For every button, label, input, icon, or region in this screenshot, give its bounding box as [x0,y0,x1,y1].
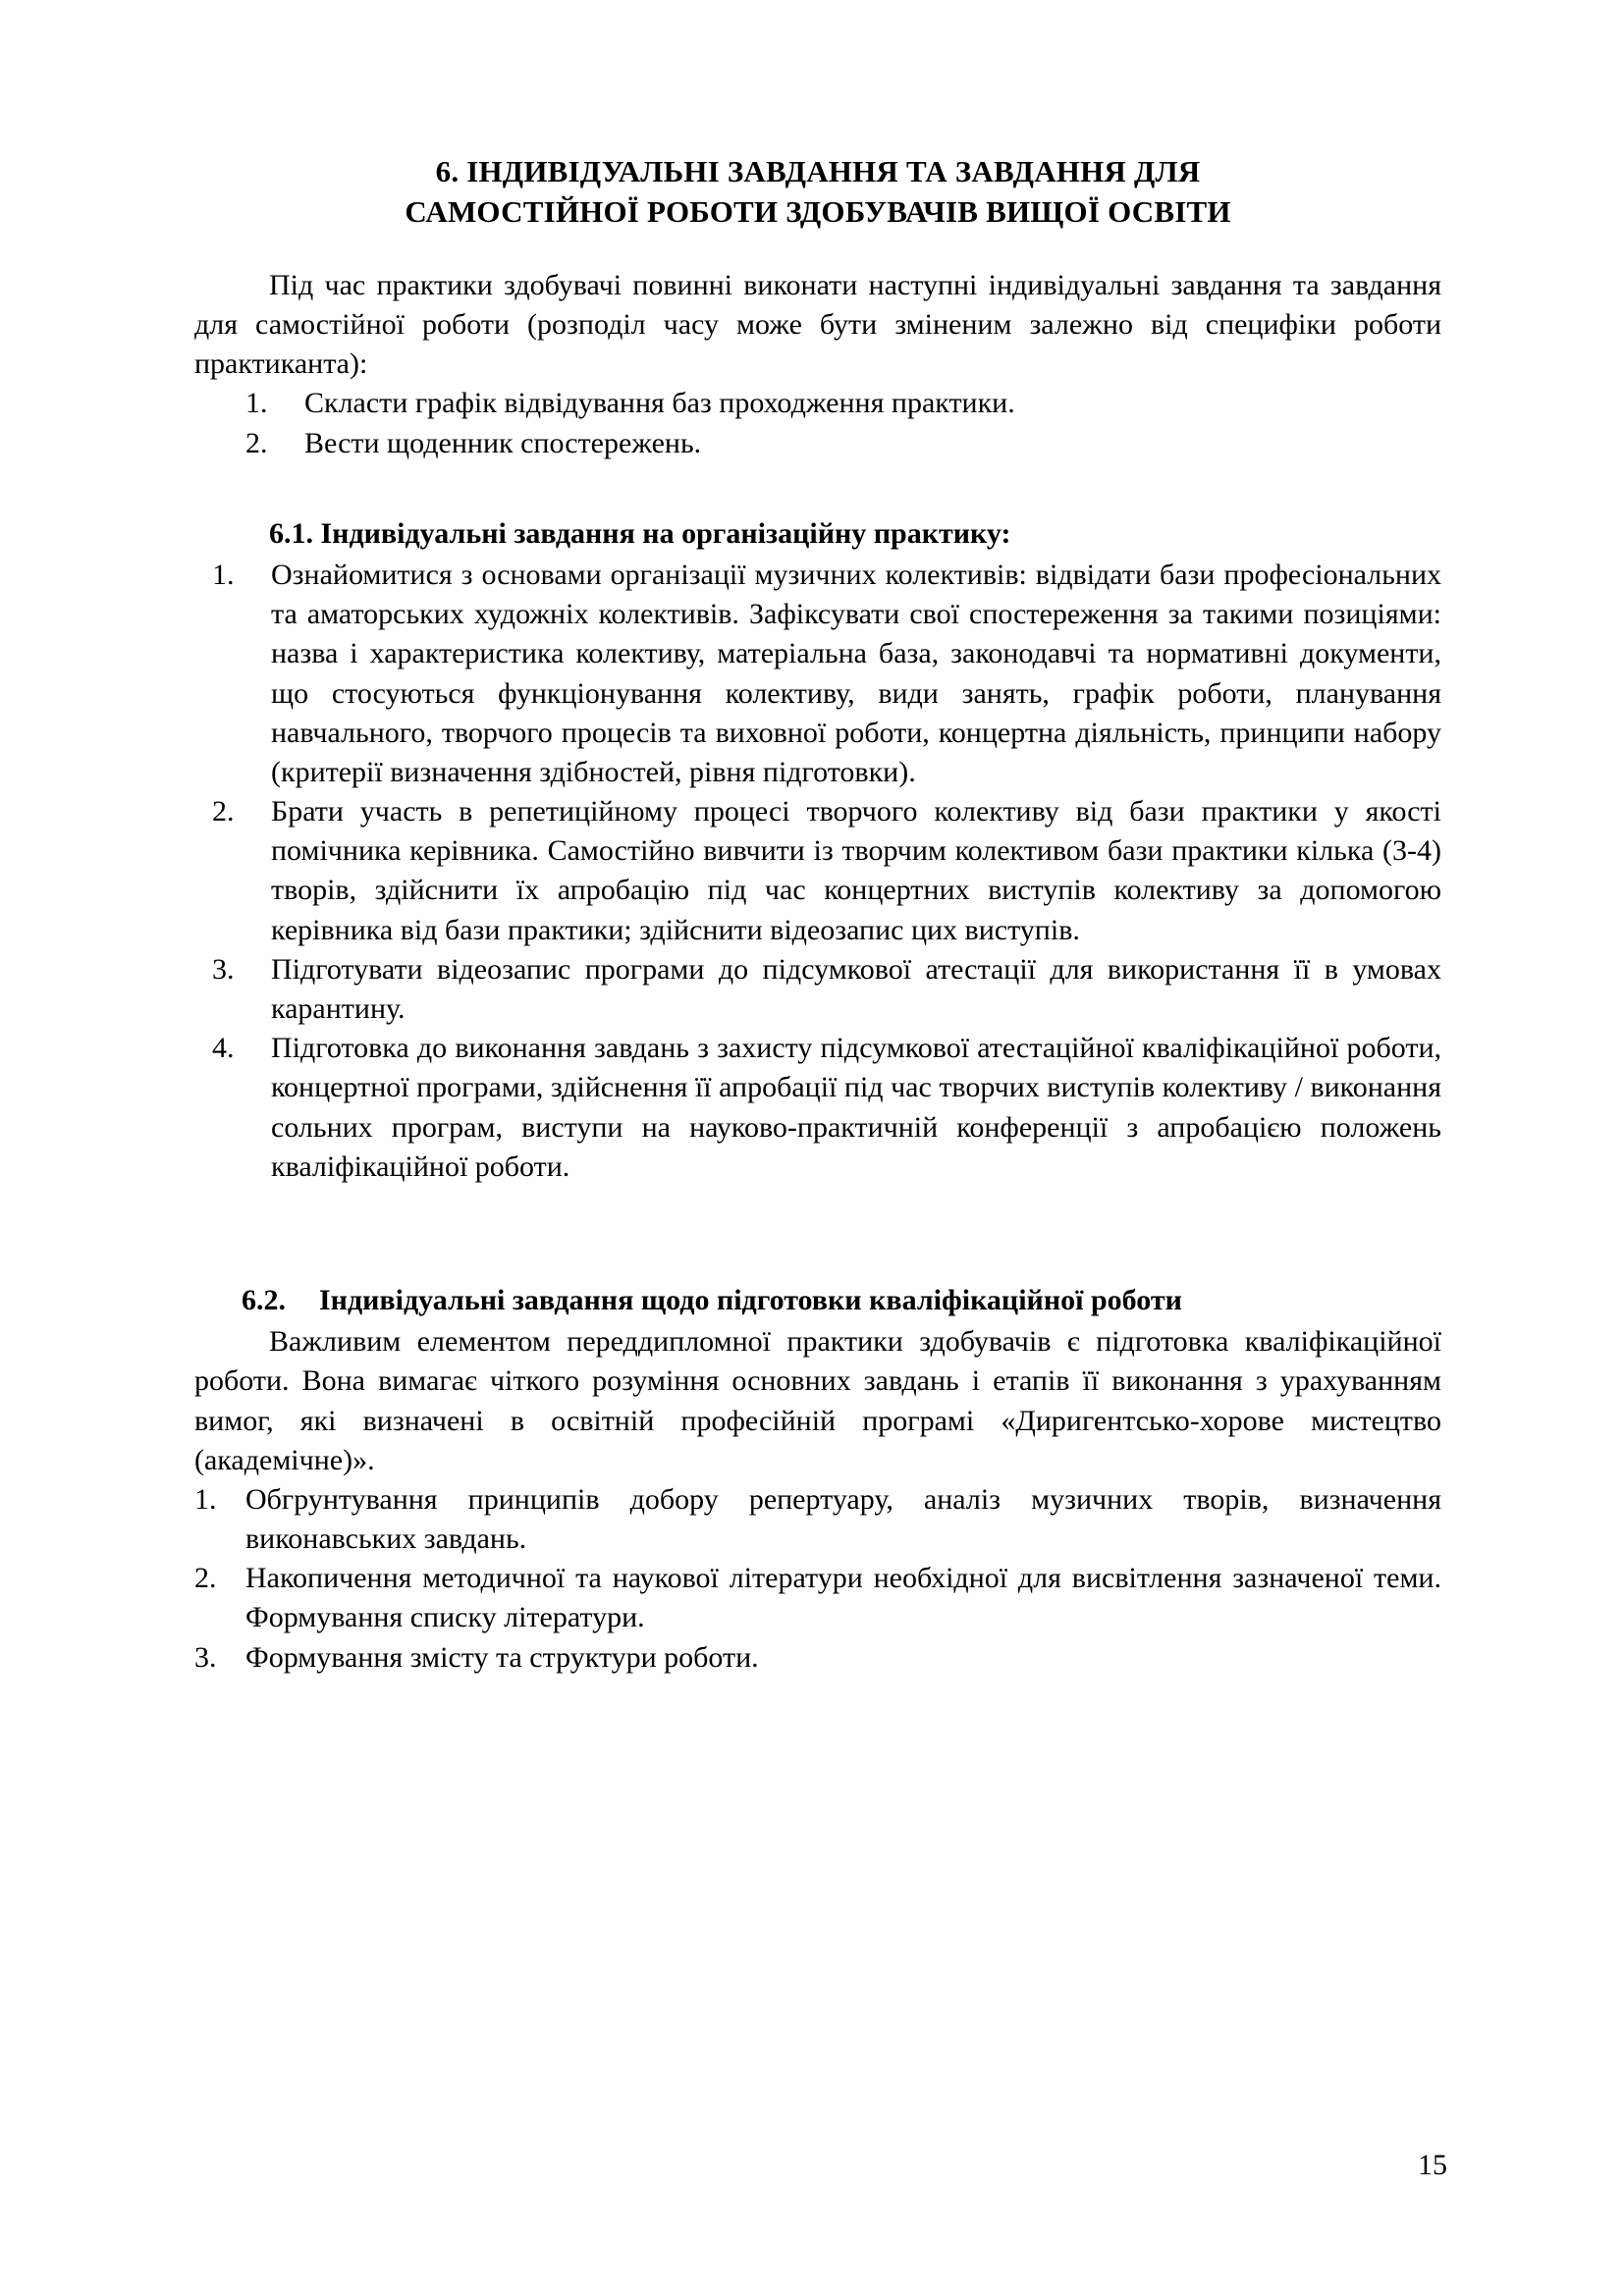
page-title-line-1: 6. ІНДИВІДУАЛЬНІ ЗАВДАННЯ ТА ЗАВДАННЯ ДЛЯ [435,154,1201,188]
spacer [194,463,1441,493]
list-item-marker: 1. [194,1482,217,1516]
section-number-6-1: 6.1. [269,516,313,550]
list-item-marker: 3. [212,952,235,986]
section-heading-6-1 [194,514,1441,554]
page-title [194,152,1441,233]
list-item-marker: 1. [212,558,235,591]
list-item-text: Формування змісту та структури роботи. [245,1640,759,1674]
list-item [194,950,1441,1029]
section-heading-6-2 [194,1281,1441,1320]
list-item-marker: 2. [212,795,235,828]
list-item-marker: 1. [245,387,268,420]
list-item [194,792,1441,950]
list-item-text: Вести щоденник спостережень. [304,426,702,459]
section-6-2-list [194,1480,1441,1678]
list-item [194,384,1441,423]
list-item-marker: 3. [194,1640,217,1674]
list-item [194,1638,1441,1678]
list-item [194,556,1441,792]
intro-list [194,384,1441,462]
list-item-marker: 2. [194,1562,217,1595]
list-item [194,424,1441,463]
list-item [194,1559,1441,1637]
page-content [194,152,1441,1678]
list-item [194,1029,1441,1187]
list-item-text: Накопичення методичної та наукової літератури необхідної для висвітлення зазначеної теми. Формування списку літератури. [245,1562,1441,1634]
list-item-text: Обгрунтування принципів добору репертуару, аналіз музичних творів, визначення виконавських завдань. [245,1482,1441,1556]
page-number: 15 [1418,2149,1447,2181]
list-item-text: Ознайомитися з основами організації музичних колективів: відвідати бази професіональних та аматорських художніх колективів. Зафіксувати свої спостереження за такими позиціями: назва і характеристика колективу, матеріальна база, законодавчі та нормативні документи, що стосуються функціонування колективу, види занять, графік роботи, планування навчального, творчого процесів та виховної роботи, концертна діяльність, принципи набору (критерії визначення здібностей, рівня підготовки). [271,558,1441,788]
intro-paragraph: Під час практики здобувачі повинні виконати наступні індивідуальні завдання та завдання для самостійної роботи (розподіл часу може бути зміненим залежно від специфіки роботи практиканта): [194,268,1441,381]
list-item [194,1480,1441,1559]
section-6-1-list [194,556,1441,1187]
list-item-text: Брати участь в репетиційному процесі творчого колективу від бази практики у якості помічника керівника. Самостійно вивчити із творчим колективом бази практики кілька (3-4) творів, здійснити їх апробацію під час концертних виступів колективу за допомогою керівника від бази практики; здійснити відеозапис цих виступів. [271,795,1441,946]
section-title-6-1: Індивідуальні завдання на організаційну практику: [320,516,1011,550]
list-item-marker: 2. [245,426,268,459]
list-item-text: Підготувати відеозапис програми до підсумкової атестації для використання її в умовах карантину. [271,952,1441,1025]
section-number-6-2: 6.2. [242,1283,286,1316]
list-item-text: Скласти графік відвідування баз проходження практики. [304,387,1015,420]
section-title-6-2: Індивідуальні завдання щодо підготовки кваліфікаційної роботи [319,1283,1182,1316]
list-item-text: Підготовка до виконання завдань з захисту підсумкової атестаційної кваліфікаційної роботи, концертної програми, здійснення її апробації під час творчих виступів колективу / виконання сольних програм, виступи на науково-практичній конференції з апробацією положень кваліфікаційної роботи. [271,1032,1441,1183]
list-item-marker: 4. [212,1032,235,1065]
section-6-2-paragraph: Важливим елементом переддипломної практики здобувачів є підготовка кваліфікаційної роботи. Вона вимагає чіткого розуміння основних завдань і етапів її виконання з урахуванням вимог, які визначені в освітній професійній програмі «Диригентсько-хорове мистецтво (академічне)». [194,1325,1441,1476]
page-title-line-2: САМОСТІЙНОЇ РОБОТИ ЗДОБУВАЧІВ ВИЩОЇ ОСВІТИ [405,193,1231,229]
